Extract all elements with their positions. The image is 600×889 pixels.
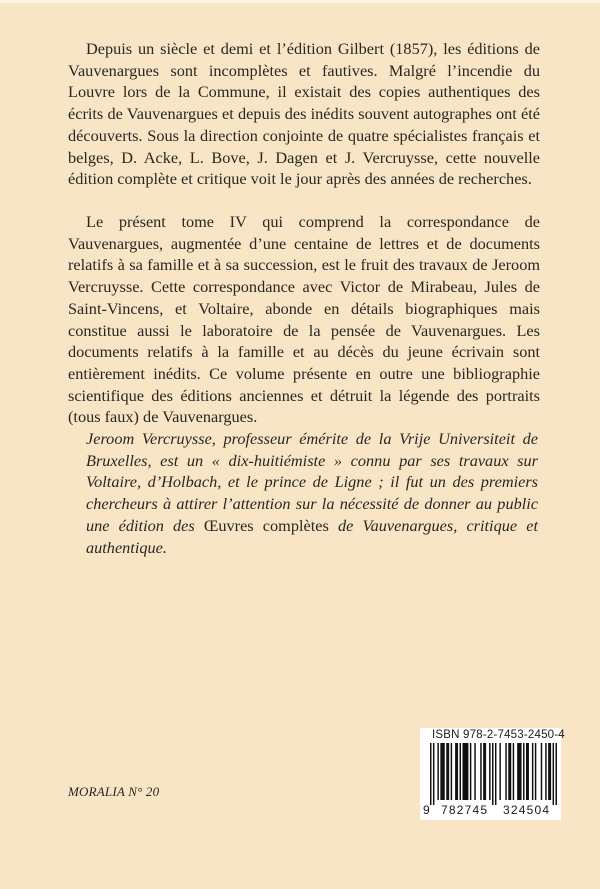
barcode-bar (556, 743, 557, 805)
author-bio-part1: Jeroom Vercruysse, professeur émérite de la Vrije Universiteit de Bruxelles, est un « dix-huitiémiste » connu par ses travaux sur Voltaire, d’Holbach, et le prince de Ligne ; il fut un des premiers chercheurs à attirer l’attention sur la nécessité de donner au public une édition des (86, 429, 538, 535)
barcode-bar (526, 743, 529, 800)
barcode-bar (437, 743, 438, 800)
barcode-bar (430, 743, 431, 805)
author-bio-part2: de Vauvenargues, critique et authentique. (86, 515, 538, 557)
barcode-bar (553, 743, 554, 805)
barcode-bar (480, 743, 481, 800)
barcode-bar (455, 743, 458, 800)
paragraph-2-text: Le présent tome IV qui comprend la correspondance de Vauvenargues, augmentée d’une centaine de lettres et de documents relatifs à sa famille et à sa succession, est le fruit des travaux de Jeroom Vercruysse. Cette correspondance avec Victor de Mirabeau, Jules de Saint-Vincens, et Voltaire, abonde en détails biographiques mais constitue aussi le laboratoire de la pensée de Vauvenargues. Les documents relatifs à la famille et au décès du jeune écrivain sont entièrement inédits. Ce volume présente en outre une bibliographie scientifique des éditions anciennes et détruit la légende des portraits (tous faux) de Vauvenargues. (68, 212, 540, 427)
description-paragraph-1 (68, 38, 540, 190)
barcode-digits-left: 782745 (441, 803, 489, 817)
barcode-bar (548, 743, 551, 800)
paragraph-1-text: Depuis un siècle et demi et l’édition Gilbert (1857), les éditions de Vauvenargues sont incomplètes et fautives. Malgré l’incendie du Louvre lors de la Commune, il existait des copies authentiques des écrits de Vauvenargues et depuis des inédits souvent autographes ont été découverts. Sous la direction conjointe de quatre spécialistes français et belges, D. Acke, L. Bove, J. Dagen et J. Vercruysse, cette nouvelle édition complète et critique voit le jour après des années de recherches. (68, 39, 540, 189)
barcode-bar (495, 743, 496, 805)
barcode-bar (446, 743, 449, 800)
description-paragraph-2 (68, 211, 540, 428)
barcode-bar (517, 743, 521, 800)
barcode-bar (541, 743, 542, 800)
barcode-bar (505, 743, 506, 800)
barcode-bar (451, 743, 452, 800)
barcode-bar (508, 743, 511, 800)
isbn-number: ISBN 978-2-7453-2450-4 (432, 729, 565, 741)
isbn-barcode (420, 728, 565, 820)
barcode-bar (483, 743, 486, 800)
barcode-bar (470, 743, 471, 800)
barcode-bar (513, 743, 514, 800)
series-label: MORALIA N° 20 (68, 784, 160, 799)
barcode-bar (545, 743, 546, 800)
barcode-bar (474, 743, 475, 800)
barcode-icon (430, 743, 557, 805)
barcode-bar (523, 743, 524, 800)
barcode-bar (462, 743, 468, 800)
barcode-bar (460, 743, 461, 800)
barcode-bar (489, 743, 490, 800)
barcode-bar (499, 743, 500, 800)
barcode-bar (535, 743, 536, 800)
barcode-bar (492, 743, 493, 805)
barcode-digit-first: 9 (423, 803, 430, 817)
author-bio-work-title: Œuvres complètes (203, 515, 329, 535)
barcode-bar (532, 743, 533, 800)
barcode-digits-right: 324504 (503, 803, 551, 817)
barcode-bar (440, 743, 444, 800)
barcode-bar (433, 743, 434, 805)
author-bio (86, 428, 538, 558)
